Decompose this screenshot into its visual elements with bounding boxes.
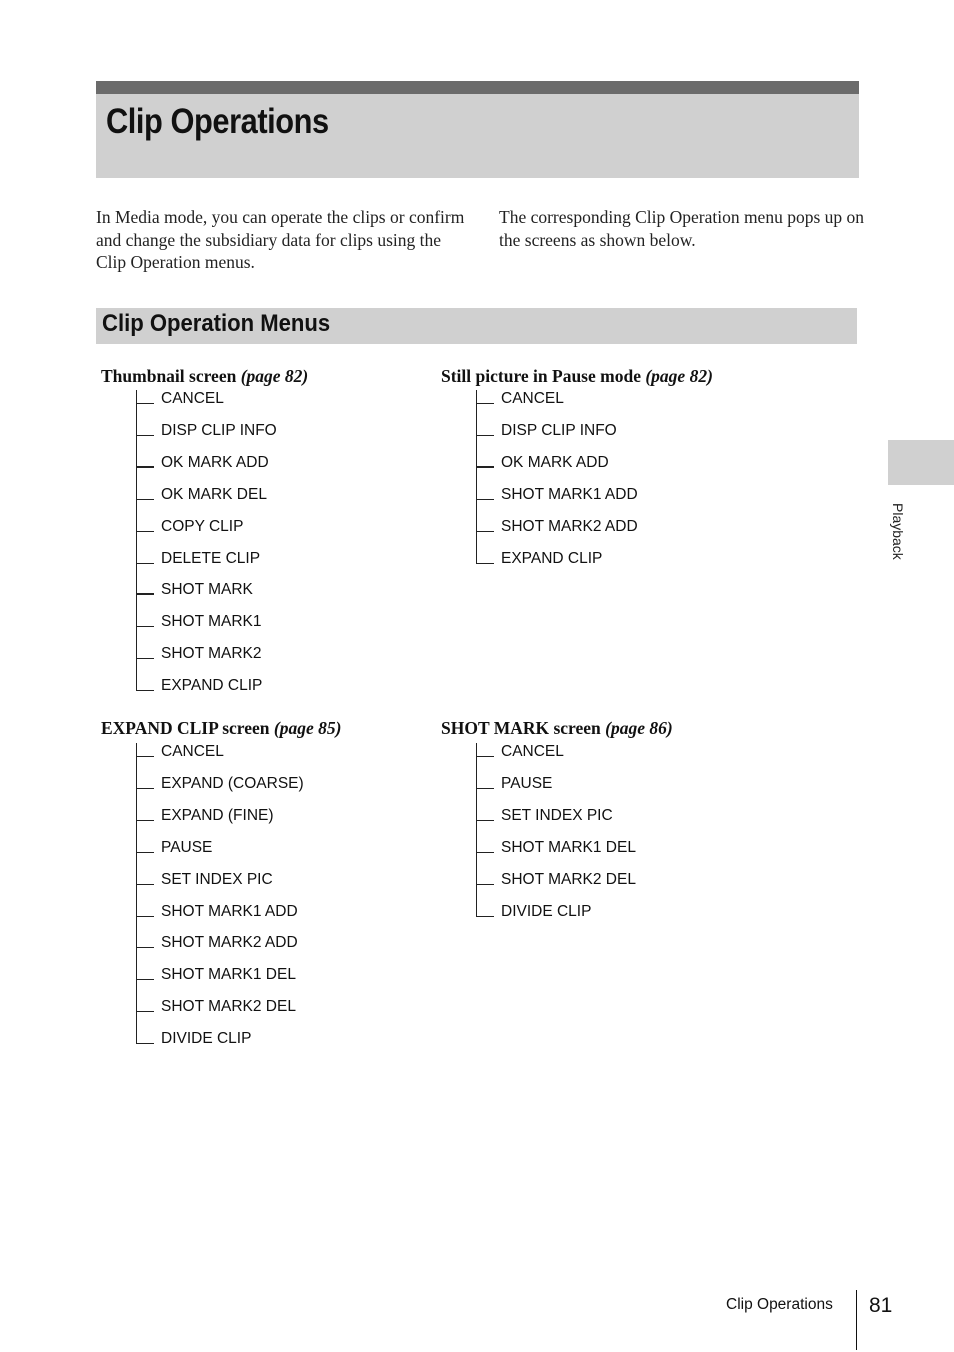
menu-item-label: SET INDEX PIC (161, 870, 273, 888)
menu-item-label: SHOT MARK1 (161, 613, 262, 631)
menu-item-label: OK MARK ADD (501, 453, 609, 471)
page-title: Clip Operations (106, 102, 329, 141)
tree-branch-tick (136, 947, 154, 948)
menu-item-label: SHOT MARK1 ADD (501, 485, 638, 503)
side-tab-label: Playback (890, 503, 906, 560)
menu-heading-title: Still picture in Pause mode (441, 366, 641, 386)
page-reference-link[interactable]: (page 86) (605, 718, 673, 738)
menu-item-label: CANCEL (501, 390, 564, 407)
tree-branch-tick (136, 466, 154, 468)
menu-item-label: CANCEL (161, 390, 224, 407)
menu-heading-expand-clip (101, 718, 341, 739)
tree-branch-tick (136, 499, 154, 500)
tree-branch-tick (476, 435, 494, 436)
menu-item-label: SHOT MARK (161, 581, 253, 599)
menu-item-label: SHOT MARK2 ADD (501, 517, 638, 535)
footer-divider (856, 1290, 857, 1350)
menu-item-label: DELETE CLIP (161, 549, 261, 567)
tree-branch-tick (136, 531, 154, 532)
menu-item-label: DISP CLIP INFO (501, 421, 617, 439)
page-reference-link[interactable]: (page 82) (645, 366, 713, 386)
tree-branch-tick (476, 403, 494, 404)
tree-branch-tick (476, 788, 494, 789)
menu-item-label: SHOT MARK1 DEL (501, 838, 636, 856)
menu-item-label: OK MARK DEL (161, 485, 267, 503)
tree-branch-tick (136, 403, 154, 404)
menu-item-label: DIVIDE CLIP (161, 1030, 252, 1048)
tree-branch-tick (136, 690, 154, 691)
page-reference-link[interactable]: (page 85) (273, 718, 342, 738)
menu-item-label: SHOT MARK2 DEL (161, 998, 296, 1016)
tree-branch-tick (136, 916, 154, 917)
chapter-title-bar (96, 81, 859, 178)
menu-heading-shot-mark (441, 718, 673, 739)
menu-item-label: SHOT MARK1 DEL (161, 966, 296, 984)
menu-item-label: EXPAND CLIP (501, 549, 603, 567)
menu-item-label: PAUSE (161, 838, 213, 856)
intro-paragraph-right: The corresponding Clip Operation menu pops up on the screens as shown below. (499, 207, 865, 250)
tree-branch-tick (476, 916, 494, 917)
menu-item-label: COPY CLIP (161, 517, 244, 535)
menu-item-label: SET INDEX PIC (501, 806, 613, 824)
menu-item-label: DISP CLIP INFO (161, 421, 277, 439)
tree-branch-tick (476, 756, 494, 757)
tree-branch-tick (476, 531, 494, 532)
menu-item-label: OK MARK ADD (161, 453, 269, 471)
tree-branch-tick (136, 563, 154, 564)
tree-branch-tick (136, 756, 154, 757)
tree-branch-tick (136, 626, 154, 627)
tree-branch-tick (136, 852, 154, 853)
footer-section-label: Clip Operations (726, 1296, 833, 1313)
tree-connector-line (476, 390, 477, 563)
page-number: 81 (869, 1294, 893, 1317)
section-title-bar (96, 308, 857, 344)
menu-item-label: DIVIDE CLIP (501, 902, 592, 920)
menu-item-label: PAUSE (501, 774, 553, 792)
tree-branch-tick (136, 820, 154, 821)
tree-branch-tick (136, 658, 154, 659)
tree-branch-tick (476, 466, 494, 468)
menu-item-label: SHOT MARK2 (161, 645, 262, 663)
menu-item-label: EXPAND CLIP (161, 677, 263, 695)
tree-branch-tick (476, 563, 494, 564)
tree-branch-tick (476, 499, 494, 500)
menu-item-label: CANCEL (161, 743, 224, 760)
menu-item-label: SHOT MARK1 ADD (161, 902, 298, 920)
menu-item-label: EXPAND (COARSE) (161, 774, 304, 792)
tree-branch-tick (476, 884, 494, 885)
menu-item-label: SHOT MARK2 ADD (161, 934, 298, 952)
menu-item-label: CANCEL (501, 743, 564, 760)
tree-branch-tick (136, 1011, 154, 1012)
tree-connector-line (476, 743, 477, 916)
menu-item-label: SHOT MARK2 DEL (501, 870, 636, 888)
menu-heading-still-pause (441, 366, 713, 387)
tree-branch-tick (136, 884, 154, 885)
side-chapter-tab (888, 440, 954, 485)
tree-branch-tick (476, 852, 494, 853)
page-reference-link[interactable]: (page 82) (240, 366, 309, 386)
section-title: Clip Operation Menus (102, 310, 331, 337)
menu-item-label: EXPAND (FINE) (161, 806, 274, 824)
tree-branch-tick (136, 1043, 154, 1044)
menu-heading-title: SHOT MARK screen (441, 718, 601, 738)
intro-paragraph-left: In Media mode, you can operate the clips or confirm and change the subsidiary data for clips using the Clip Operation menus. (96, 207, 465, 273)
tree-branch-tick (136, 979, 154, 980)
tree-branch-tick (136, 435, 154, 436)
tree-branch-tick (136, 593, 154, 595)
tree-branch-tick (476, 820, 494, 821)
menu-heading-title: Thumbnail screen (101, 366, 237, 386)
menu-heading-title: EXPAND CLIP screen (101, 718, 270, 738)
menu-heading-thumbnail (101, 366, 308, 387)
tree-branch-tick (136, 788, 154, 789)
